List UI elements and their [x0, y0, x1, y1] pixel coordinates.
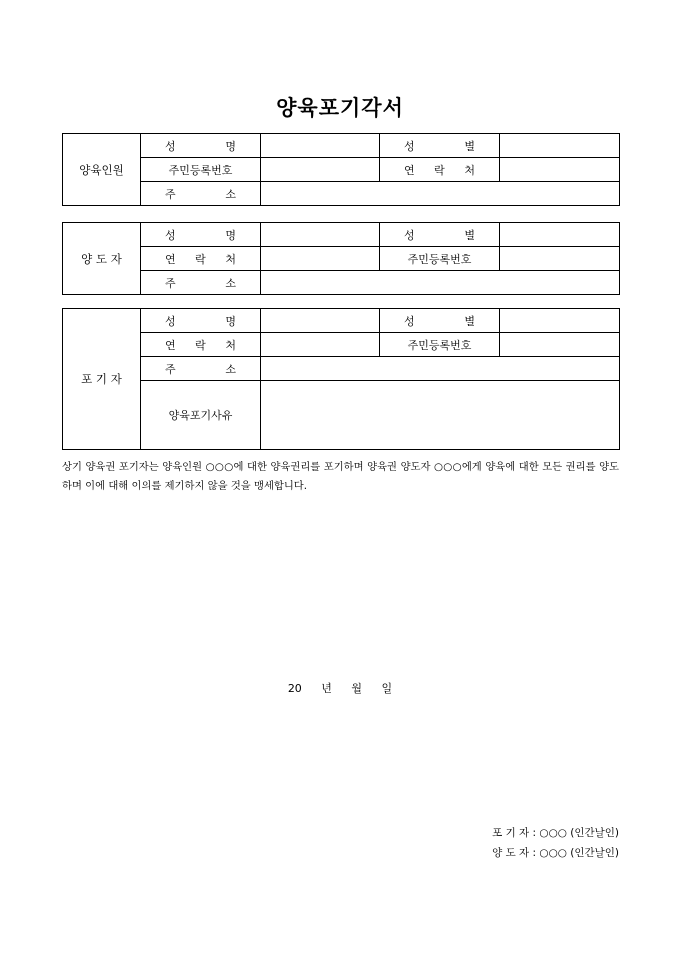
gender-label: 성 별: [380, 309, 500, 333]
child-name-field[interactable]: [261, 134, 380, 158]
transferor-contact-field[interactable]: [261, 247, 380, 271]
address-label: 주 소: [141, 357, 261, 381]
id-number-label: 주민등록번호: [141, 158, 261, 182]
contact-label: 연 락 처: [380, 158, 500, 182]
contact-label: 연 락 처: [141, 333, 261, 357]
name-label: 성 명: [141, 223, 261, 247]
signature-transferor: 양 도 자 : ○○○ (인간날인): [492, 847, 619, 859]
reason-label: 양육포기사유: [141, 381, 261, 450]
child-contact-field[interactable]: [500, 158, 620, 182]
child-address-field[interactable]: [261, 182, 620, 206]
child-id-number-field[interactable]: [261, 158, 380, 182]
transferor-id-number-field[interactable]: [500, 247, 620, 271]
giver-name-field[interactable]: [261, 309, 380, 333]
transferor-address-field[interactable]: [261, 271, 620, 295]
document-title: 양육포기각서: [276, 96, 404, 120]
signature-giver: 포 기 자 : ○○○ (인간날인): [492, 827, 619, 839]
giver-id-number-field[interactable]: [500, 333, 620, 357]
section-giver-table: [62, 308, 620, 450]
section-child-table: [62, 133, 620, 206]
child-gender-field[interactable]: [500, 134, 620, 158]
transferor-gender-field[interactable]: [500, 223, 620, 247]
gender-label: 성 별: [380, 134, 500, 158]
giver-address-field[interactable]: [261, 357, 620, 381]
transferor-name-field[interactable]: [261, 223, 380, 247]
address-label: 주 소: [141, 182, 261, 206]
date-line: 20 년 월 일: [287, 682, 393, 695]
section-giver-label: 포 기 자: [63, 309, 141, 450]
section-transferor-table: [62, 222, 620, 295]
contact-label: 연 락 처: [141, 247, 261, 271]
giver-reason-field[interactable]: [261, 381, 620, 450]
id-number-label: 주민등록번호: [380, 333, 500, 357]
section-child-label: 양육인원: [63, 134, 141, 206]
name-label: 성 명: [141, 309, 261, 333]
giver-gender-field[interactable]: [500, 309, 620, 333]
id-number-label: 주민등록번호: [380, 247, 500, 271]
giver-contact-field[interactable]: [261, 333, 380, 357]
gender-label: 성 별: [380, 223, 500, 247]
address-label: 주 소: [141, 271, 261, 295]
statement-text: 상기 양육권 포기자는 양육인원 ○○○에 대한 양육권리를 포기하며 양육권 양도자 ○○○에게 양육에 대한 모든 권리를 양도하며 이에 대해 이의를 제기하지 않을 것을 맹세합니다.: [62, 461, 619, 492]
section-transferor-label: 양 도 자: [63, 223, 141, 295]
name-label: 성 명: [141, 134, 261, 158]
